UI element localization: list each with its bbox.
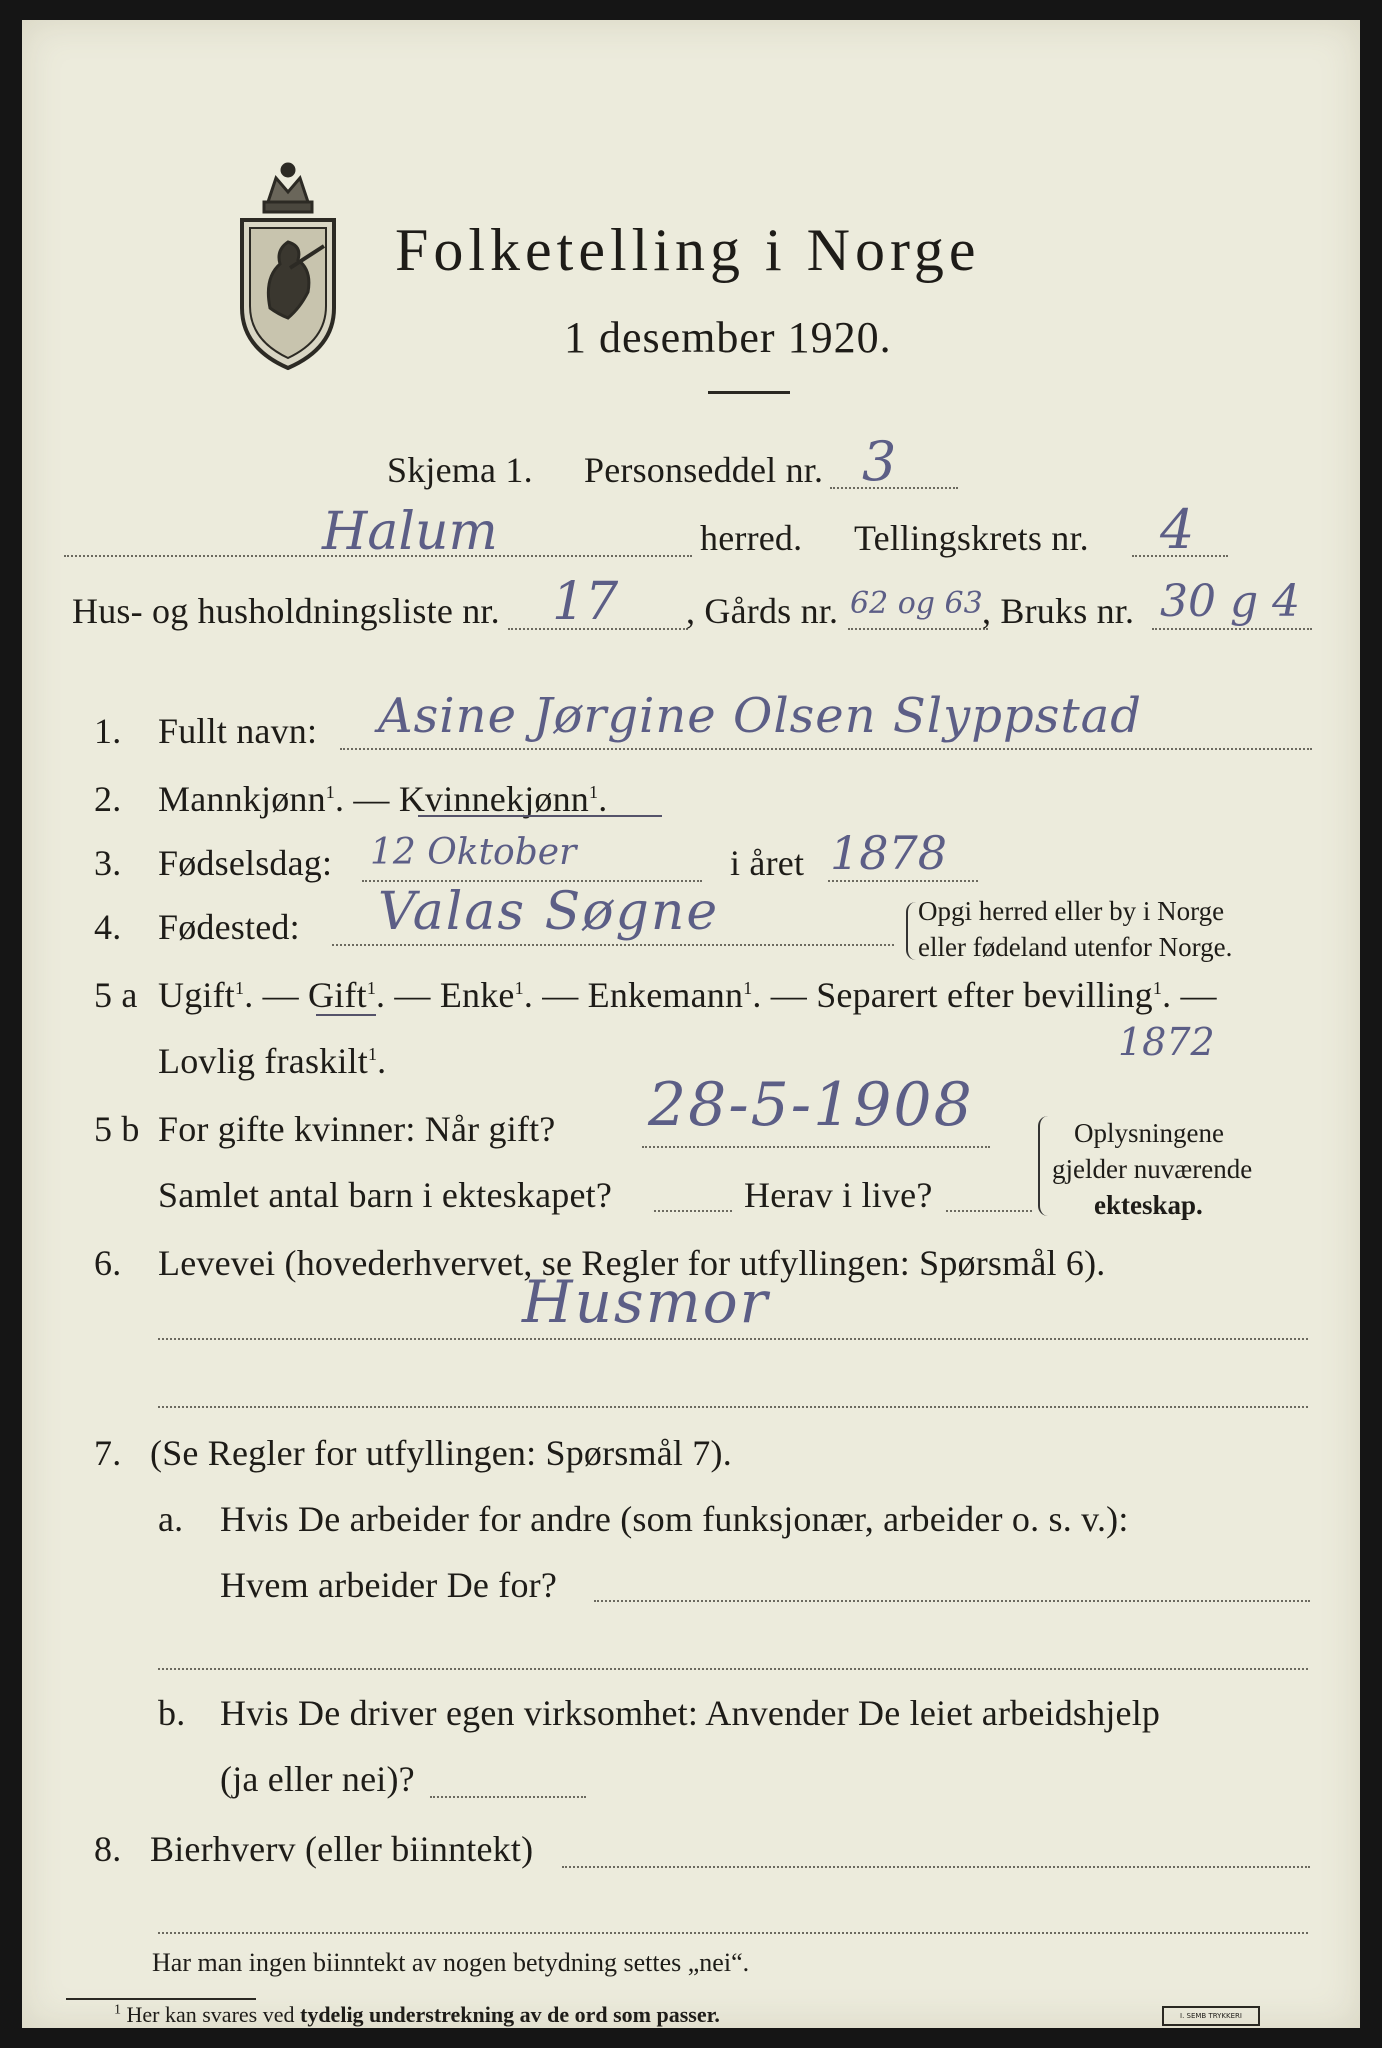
q4-label: Fødested: xyxy=(158,907,300,947)
herred-value: Halum xyxy=(322,502,498,562)
kvinnekjonn-underline xyxy=(418,815,662,817)
q8-label: Bierhverv (eller biinntekt) xyxy=(150,1829,534,1869)
q5b-note-line2: gjelder nuværende xyxy=(1052,1154,1253,1184)
enke-option[interactable]: Enke xyxy=(439,975,515,1015)
personseddel-label: Personseddel nr. xyxy=(584,450,824,490)
fodested-field[interactable] xyxy=(332,944,894,946)
q4-note-brace xyxy=(906,902,916,960)
q6-label: Levevei (hovederhvervet, se Regler for utfyllingen: Spørsmål 6). xyxy=(158,1243,1106,1283)
gift-option[interactable]: Gift xyxy=(308,975,367,1015)
q7b-line1: Hvis De driver egen virksomhet: Anvender De leiet arbeidshjelp xyxy=(220,1693,1161,1733)
q5a-number: 5 a xyxy=(94,975,138,1015)
census-form-page xyxy=(22,20,1360,2028)
tellingskrets-value: 4 xyxy=(1160,498,1195,561)
q4-number: 4. xyxy=(94,907,122,947)
sivilstand-options: Ugift$^1$. — Gift$^1$. — Enke$^1$. — Enkemann$^1$. — Separert efter bevilling$^1$. — xyxy=(158,975,1217,1015)
bruks-value: 30 g 4 xyxy=(1160,576,1301,627)
q7a-line2: Hvem arbeider De for? xyxy=(220,1565,558,1605)
nar-gift-value: 28-5-1908 xyxy=(648,1070,974,1140)
q7a-number: a. xyxy=(158,1499,184,1539)
q7-number: 7. xyxy=(94,1433,122,1473)
leiet-arbeidshjelp-field[interactable] xyxy=(430,1796,586,1798)
q5b-barn-label: Samlet antal barn i ekteskapet? xyxy=(158,1175,613,1215)
q7-label: (Se Regler for utfyllingen: Spørsmål 7). xyxy=(150,1433,732,1473)
husliste-label: Hus- og husholdningsliste nr. xyxy=(72,591,500,631)
q7a-line1: Hvis De arbeider for andre (som funksjonær, arbeider o. s. v.): xyxy=(220,1499,1129,1539)
herred-label: herred. xyxy=(700,518,803,558)
bruks-label: , Bruks nr. xyxy=(982,591,1135,631)
q5b-note-line3: ekteskap. xyxy=(1094,1190,1203,1220)
q5b-live-label: Herav i live? xyxy=(744,1175,933,1215)
i-live-field[interactable] xyxy=(946,1210,1032,1212)
bruks-field[interactable] xyxy=(1152,628,1312,630)
fullt-navn-value: Asine Jørgine Olsen Slyppstad xyxy=(378,688,1142,744)
q6-number: 6. xyxy=(94,1243,122,1283)
levevei-value: Husmor xyxy=(522,1268,770,1336)
q3-number: 3. xyxy=(94,843,122,883)
gards-value: 62 og 63 xyxy=(850,586,983,621)
enkemann-option[interactable]: Enkemann xyxy=(587,975,744,1015)
bierhverv-field[interactable] xyxy=(562,1866,1310,1868)
title-rule xyxy=(708,391,790,394)
gards-field[interactable] xyxy=(848,628,988,630)
q3-year-label: i året xyxy=(730,843,805,883)
footer-note: Har man ingen biinntekt av nogen betydning settes „nei“. xyxy=(152,1948,750,1977)
antal-barn-field[interactable] xyxy=(654,1210,732,1212)
levevei-field-line1[interactable] xyxy=(158,1338,1308,1340)
census-date: 1 desember 1920. xyxy=(564,313,892,362)
personseddel-value: 3 xyxy=(862,430,897,493)
q4-note-line1: Opgi herred eller by i Norge xyxy=(918,896,1225,926)
q3-label: Fødselsdag: xyxy=(158,843,333,883)
footnote-rule xyxy=(66,1998,256,2000)
footnote: $^1$ Her kan svares ved tydelig understrekning av de ord som passer. xyxy=(114,2002,720,2027)
gards-label: , Gårds nr. xyxy=(686,591,839,631)
mannkjonn-option[interactable]: Mannkjønn xyxy=(158,779,326,819)
separert-option[interactable]: Separert efter bevilling xyxy=(816,975,1153,1015)
fodselsdag-value: 12 Oktober xyxy=(370,832,577,873)
lovlig-fraskilt-option[interactable]: Lovlig fraskilt$^1$. xyxy=(158,1041,387,1081)
q8-number: 8. xyxy=(94,1829,122,1869)
q7b-number: b. xyxy=(158,1693,186,1733)
fodselsar-value: 1878 xyxy=(830,826,948,880)
bierhverv-field-line2[interactable] xyxy=(158,1932,1308,1934)
margin-note-year: 1872 xyxy=(1118,1020,1215,1064)
fodselsar-field[interactable] xyxy=(828,880,978,882)
form-title: Folketelling i Norge xyxy=(395,217,981,283)
arbeidsgiver-field-line2[interactable] xyxy=(158,1668,1308,1670)
nar-gift-field[interactable] xyxy=(642,1146,990,1148)
husliste-value: 17 xyxy=(552,572,619,632)
arbeidsgiver-field[interactable] xyxy=(594,1600,1310,1602)
q5b-number: 5 b xyxy=(94,1109,140,1149)
q7b-line2: (ja eller nei)? xyxy=(220,1759,415,1799)
q5b-note-brace xyxy=(1038,1116,1048,1216)
q2-options: Mannkjønn$^1$. — Kvinnekjønn$^1$. xyxy=(158,779,608,819)
fodested-value: Valas Søgne xyxy=(378,882,720,942)
levevei-field-line2[interactable] xyxy=(158,1406,1308,1408)
q1-label: Fullt navn: xyxy=(158,711,318,751)
ugift-option[interactable]: Ugift xyxy=(158,975,235,1015)
tellingskrets-label: Tellingskrets nr. xyxy=(854,518,1089,558)
printer-stamp: I. SEMB TRYKKERI xyxy=(1162,2006,1260,2026)
schema-label: Skjema 1. xyxy=(387,450,533,490)
gift-underline xyxy=(316,1014,376,1016)
kvinnekjonn-option[interactable]: Kvinnekjønn xyxy=(398,779,589,819)
q4-note-line2: eller fødeland utenfor Norge. xyxy=(918,932,1233,962)
norwegian-coat-of-arms-icon xyxy=(228,158,348,373)
q2-number: 2. xyxy=(94,779,122,819)
fullt-navn-field[interactable] xyxy=(340,748,1312,750)
q1-number: 1. xyxy=(94,711,122,751)
q5b-note-line1: Oplysningene xyxy=(1074,1118,1224,1148)
q5b-label: For gifte kvinner: Når gift? xyxy=(158,1109,556,1149)
